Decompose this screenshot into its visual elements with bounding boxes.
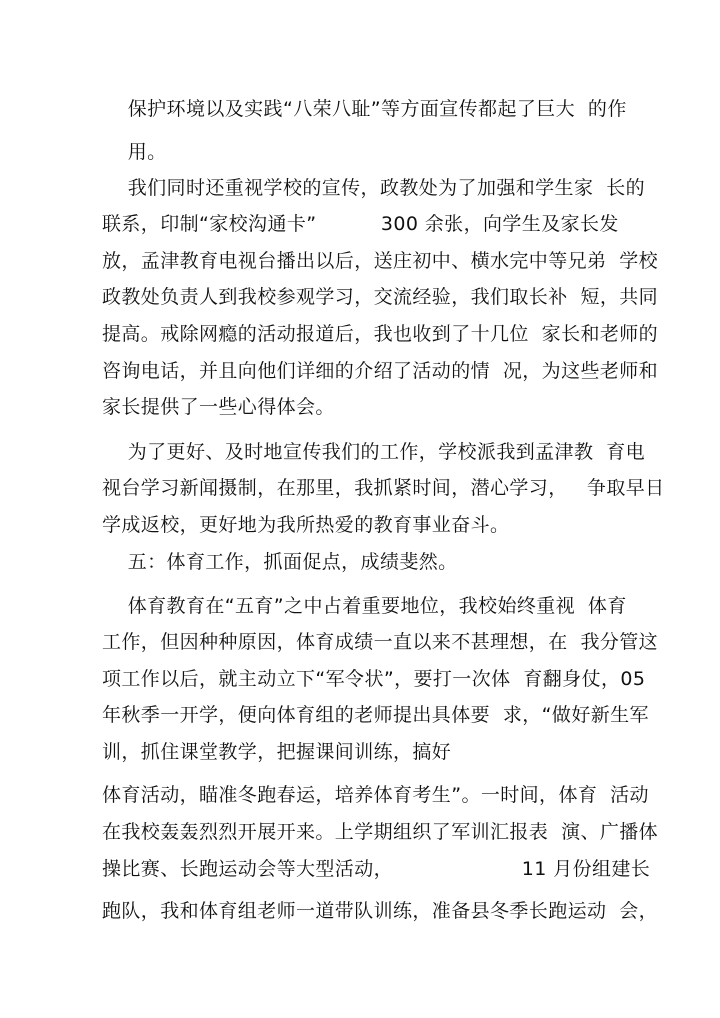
text-line: 我们同时还重视学校的宣传，政教处为了加强和学生家 长的 [102, 177, 646, 199]
text-line: 用。 [102, 141, 167, 163]
text-line: 训，抓住课堂教学，把握课间训练，搞好 [102, 741, 452, 763]
text-line: 体育活动，瞄准冬跑春运，培养体育考生”。一时间，体育 活动 [102, 784, 649, 806]
text-line: 工作，但因种种原因，体育成绩一直以来不甚理想，在 我分管这 [102, 631, 659, 653]
text-line: 放，孟津教育电视台播出以后，送庄初中、横水完中等兄弟 学校 [102, 250, 659, 272]
text-line: 咨询电话，并且向他们详细的介绍了活动的情 况，为这些老师和 [102, 360, 659, 382]
text-line: 体育教育在“五育”之中占着重要地位，我校始终重视 体育 [102, 595, 627, 617]
text-line: 项工作以后，就主动立下“军令状”，要打一次体 育翻身仗，05 [102, 668, 646, 690]
text-line: 年秋季一开学，便向体育组的老师提出具体要 求，“做好新生军 [102, 704, 649, 726]
text-line: 政教处负责人到我校参观学习，交流经验，我们取长补 短，共同 [102, 286, 659, 308]
section-heading: 五：体育工作，抓面促点，成绩斐然。 [102, 551, 458, 573]
text-line: 家长提供了一些心得体会。 [102, 396, 335, 418]
text-line: 保护环境以及实践“八荣八耻”等方面宣传都起了巨大 的作 [102, 98, 627, 120]
text-line: 操比赛、长跑运动会等大型活动， 11 月份组建长 [102, 858, 651, 880]
text-line: 提高。戒除网瘾的活动报道后，我也收到了十几位 家长和老师的 [102, 323, 659, 345]
text-line: 学成返校，更好地为我所热爱的教育事业奋斗。 [102, 514, 510, 536]
text-line: 跑队，我和体育组老师一道带队训练，准备县冬季长跑运动 会， [102, 900, 659, 922]
text-line: 为了更好、及时地宣传我们的工作，学校派我到孟津教 育电 [102, 441, 646, 463]
text-line: 视台学习新闻摄制，在那里，我抓紧时间，潜心学习， 争取早日 [102, 477, 665, 499]
text-line: 联系，印制“家校沟通卡” 300 余张，向学生及家长发 [102, 213, 619, 235]
text-line: 在我校轰轰烈烈开展开来。上学期组织了军训汇报表 演、广播体 [102, 821, 659, 843]
